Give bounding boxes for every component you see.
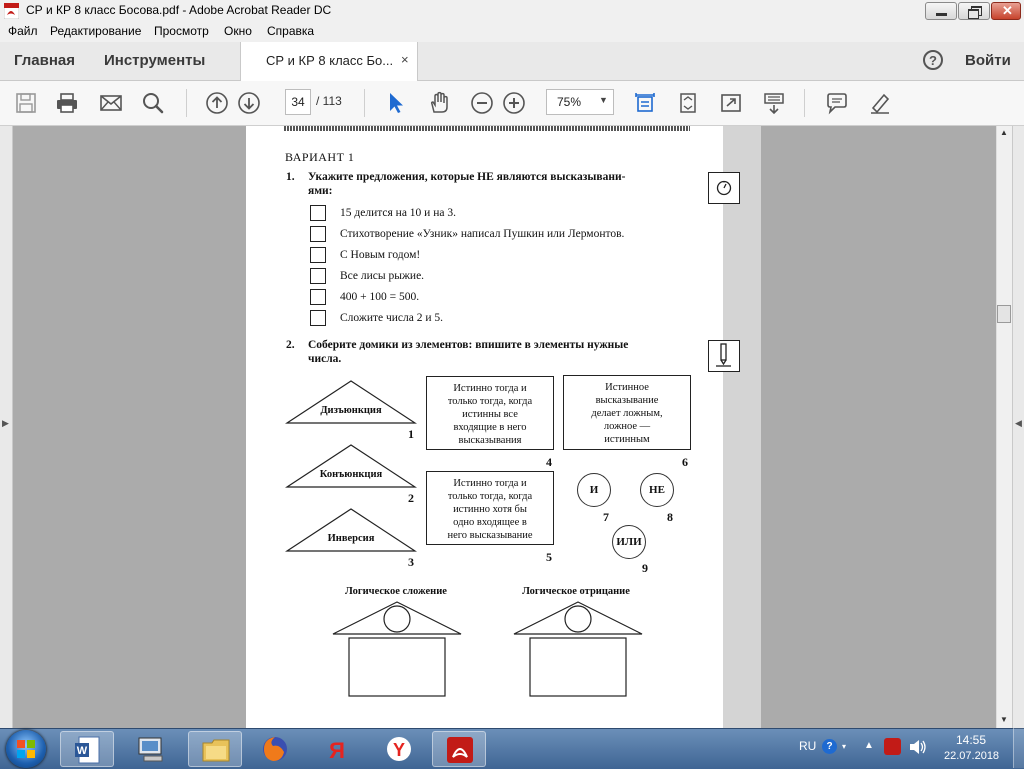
taskbar-acrobat[interactable] [432, 731, 486, 767]
menu-bar [0, 22, 1024, 42]
tab-document-label: СР и КР 8 класс Бо... [266, 53, 394, 68]
roof-number: 1 [408, 427, 414, 441]
show-hidden-icons[interactable]: ▲ [864, 740, 874, 751]
q1-option: 400 + 100 = 500. [340, 291, 420, 303]
zoom-out-icon[interactable] [470, 91, 494, 115]
yandex-icon [322, 734, 352, 764]
q1-option: Все лисы рыжие. [340, 270, 425, 282]
previous-page-icon[interactable] [205, 91, 229, 115]
pencil-icon [709, 341, 738, 370]
zoom-in-icon[interactable] [502, 91, 526, 115]
toolbar-separator [804, 89, 805, 117]
box-number: 4 [546, 455, 552, 469]
toolbar-separator [364, 89, 365, 117]
vertical-scrollbar[interactable] [996, 126, 1012, 728]
menu-help[interactable]: Справка [267, 24, 315, 38]
q1-checkbox[interactable] [310, 247, 326, 263]
help-tray-icon[interactable]: ? [822, 739, 837, 754]
comment-icon[interactable] [825, 91, 849, 115]
taskbar-yandex[interactable] [310, 731, 364, 767]
page-top-rule [284, 126, 690, 131]
next-page-icon[interactable] [237, 91, 261, 115]
tab-document[interactable] [240, 42, 418, 81]
yandex-browser-icon [384, 734, 414, 764]
taskbar-explorer[interactable] [188, 731, 242, 767]
taskbar-firefox[interactable] [248, 731, 302, 767]
q1-checkbox[interactable] [310, 310, 326, 326]
statement-box: Истинно тогда и только тогда, когда истинно хотя бы одно входящее в него высказывание [426, 471, 554, 545]
left-panel-toggle[interactable] [0, 126, 13, 728]
q1-number: 1. [286, 171, 295, 183]
circle-number: 9 [642, 561, 648, 575]
clock-date[interactable]: 22.07.2018 [944, 750, 1000, 762]
operator-circle: ИЛИ [612, 525, 646, 559]
sign-in-button[interactable]: Войти [965, 52, 1011, 69]
q1-option: Стихотворение «Узник» написал Пушкин или Лермонтов. [340, 228, 625, 240]
taskbar-word[interactable] [60, 731, 114, 767]
q1-option: С Новым годом! [340, 249, 421, 261]
pdf-page [246, 126, 761, 728]
expand-right-icon: ◀ [1015, 418, 1022, 428]
svg-text:Я: Я [329, 738, 345, 763]
page-number-input[interactable]: 34 [285, 89, 311, 115]
title-bar [0, 0, 1024, 23]
menu-file[interactable]: Файл [8, 24, 38, 38]
q1-checkbox[interactable] [310, 226, 326, 242]
roof-label: Инверсия [327, 533, 375, 544]
fit-page-icon[interactable] [633, 91, 657, 115]
volume-icon[interactable] [908, 738, 928, 756]
operator-circle: И [577, 473, 611, 507]
roof-number: 3 [408, 555, 414, 569]
pencil-badge [708, 340, 740, 372]
rotate-view-icon[interactable] [676, 91, 700, 115]
statement-box: Истинное высказывание делает ложным, ложное — истинным [563, 375, 691, 450]
acrobat-icon [445, 735, 475, 765]
folder-icon [201, 735, 231, 765]
computer-icon [136, 734, 166, 764]
restore-button[interactable] [958, 2, 990, 20]
taskbar-yandex-browser[interactable] [372, 731, 426, 767]
taskbar-computer[interactable] [124, 731, 178, 767]
svg-text:Y: Y [392, 740, 406, 760]
roof-label: Дизъюнкция [320, 405, 382, 416]
tab-tools[interactable]: Инструменты [104, 52, 206, 69]
acrobat-logo-icon [4, 3, 19, 19]
q2-text-line1: Соберите домики из элементов: впишите в элементы нужные [308, 339, 629, 351]
language-indicator[interactable]: RU [799, 739, 817, 753]
roof-shape [285, 507, 417, 553]
q1-checkbox[interactable] [310, 268, 326, 284]
roof-label: Конъюнкция [319, 469, 383, 480]
start-button[interactable] [6, 730, 46, 768]
tray-arrow-icon[interactable]: ▾ [842, 742, 847, 751]
q1-text-line1: Укажите предложения, которые НЕ являются высказывани- [308, 171, 626, 183]
hand-tool-icon[interactable] [427, 91, 451, 115]
roof-shape [285, 379, 417, 425]
q2-text-line2: числа. [308, 353, 342, 365]
q1-checkbox[interactable] [310, 289, 326, 305]
print-icon[interactable] [55, 91, 79, 115]
statement-box: Истинно тогда и только тогда, когда истинны все входящие в него высказывания [426, 376, 554, 450]
word-icon [73, 735, 103, 765]
toolbar-separator [186, 89, 187, 117]
acrobat-tray-icon[interactable] [884, 738, 901, 755]
q1-option: Сложите числа 2 и 5. [340, 312, 444, 324]
window-title: СР и КР 8 класс Босова.pdf - Adobe Acrobat Reader DC [26, 3, 332, 17]
operator-circle: НЕ [640, 473, 674, 507]
roof-shape [285, 443, 417, 489]
menu-view[interactable]: Просмотр [154, 24, 209, 38]
toolbar [0, 81, 1024, 126]
select-cursor-icon[interactable] [384, 91, 408, 115]
zoom-select[interactable] [546, 89, 614, 115]
menu-edit[interactable]: Редактирование [50, 24, 142, 38]
circle-number: 8 [667, 510, 673, 524]
roof-number: 2 [408, 491, 414, 505]
firefox-icon [260, 734, 290, 764]
chevron-down-icon: ▼ [599, 95, 608, 105]
email-icon[interactable] [99, 91, 123, 115]
house-label: Логическое сложение [345, 586, 447, 597]
minimize-button[interactable] [925, 2, 957, 20]
save-icon[interactable] [14, 91, 38, 115]
show-desktop-button[interactable] [1013, 728, 1024, 768]
expand-left-icon: ▶ [2, 418, 9, 428]
box-number: 5 [546, 550, 552, 564]
menu-window[interactable]: Окно [224, 24, 252, 38]
zoom-value: 75% [557, 95, 582, 109]
variant-heading: ВАРИАНТ 1 [285, 150, 355, 164]
tab-close-icon[interactable]: × [401, 52, 409, 67]
page-margin-strip [723, 126, 761, 728]
close-window-button[interactable] [991, 2, 1021, 20]
right-panel-toggle[interactable] [1012, 126, 1024, 728]
box-number: 6 [682, 455, 688, 469]
svg-text:W: W [76, 745, 88, 757]
scroll-up-icon[interactable]: ▲ [1000, 128, 1008, 137]
minimize-icon [936, 13, 947, 16]
empty-house [331, 600, 463, 700]
tab-bar [0, 42, 1024, 81]
fullscreen-icon[interactable] [719, 91, 743, 115]
clock-icon [709, 173, 738, 202]
scrollbar-thumb[interactable] [997, 305, 1011, 323]
search-icon[interactable] [141, 91, 165, 115]
page-total: / 113 [316, 94, 342, 108]
house-label: Логическое отрицание [522, 586, 630, 597]
empty-house [512, 600, 644, 700]
windows-logo-icon [16, 739, 36, 759]
q1-text-line2: ями: [308, 185, 333, 197]
clock-time[interactable]: 14:55 [956, 733, 987, 747]
timer-badge [708, 172, 740, 204]
q1-option: 15 делится на 10 и на 3. [340, 207, 456, 219]
read-mode-icon[interactable] [762, 91, 786, 115]
close-icon: ✕ [1002, 3, 1013, 18]
circle-number: 7 [603, 510, 609, 524]
scroll-down-icon[interactable]: ▼ [1000, 715, 1008, 724]
q1-checkbox[interactable] [310, 205, 326, 221]
tab-home[interactable]: Главная [14, 52, 76, 69]
system-tray [790, 728, 1024, 768]
q2-number: 2. [286, 339, 295, 351]
highlight-icon[interactable] [868, 91, 892, 115]
help-icon[interactable]: ? [923, 50, 943, 70]
